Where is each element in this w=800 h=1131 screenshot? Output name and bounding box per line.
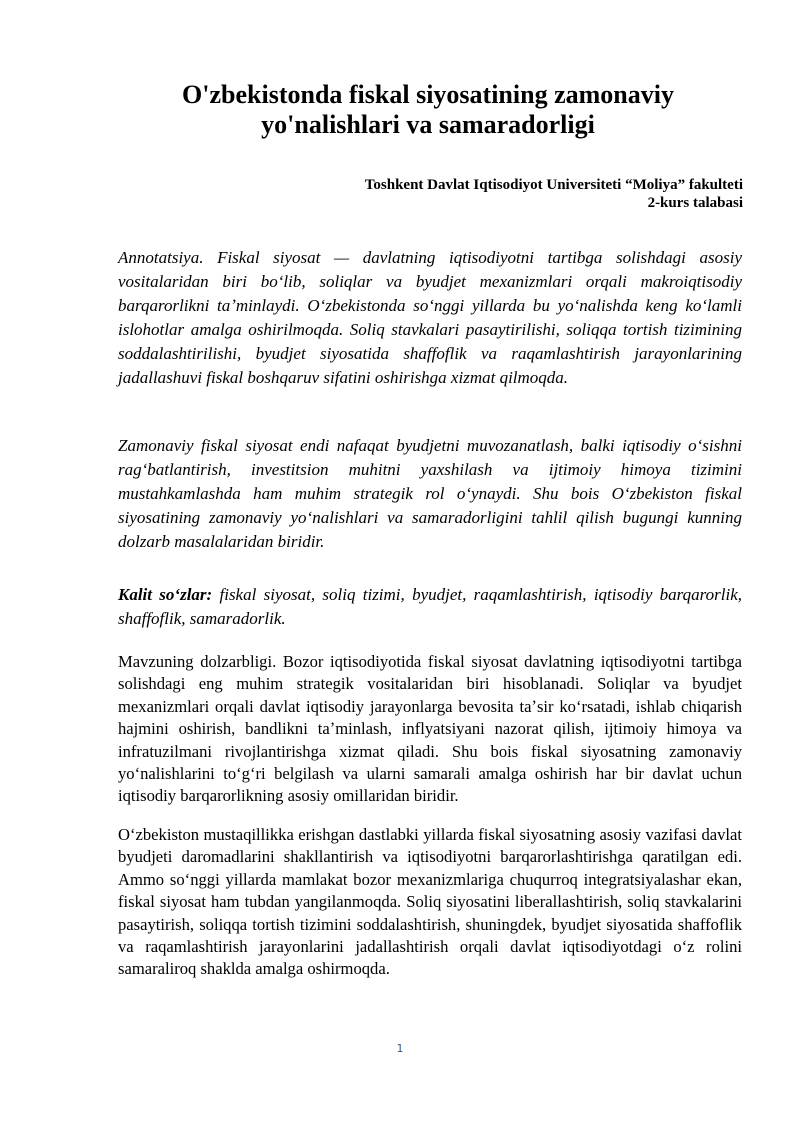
affiliation-line-1: Toshkent Davlat Iqtisodiyot Universiteti “Moliya” fakulteti <box>364 177 743 193</box>
abstract-paragraph-2: Zamonaviy fiskal siyosat endi nafaqat byudjetni muvozanatlash, balki iqtisodiy oʻsishni ragʻbatlantirish, investitsion muhitni yaxshilash va ijtimoiy himoya tizimini mustahkamlashda ham muhim strategik rol oʻynaydi. Shu bois Oʻzbekiston fiskal siyosatining zamonaviy yoʻnalishlari va samaradorligini tahlil qilish bugungi kunning dolzarb masalalaridan biridir. <box>118 436 742 551</box>
body-paragraph-1: Mavzuning dolzarbligi. Bozor iqtisodiyotida fiskal siyosat davlatning iqtisodiyotni tartibga solishdagi eng muhim strategik vositalaridan biri hisoblanadi. Soliqlar va byudjet mexanizmlari orqali davlat iqtisodiy jarayonlarga bevosita taʼsir koʻrsatadi, ishlab chiqarish hajmini oshirish, bandlikni taʼminlash, inflyatsiyani nazorat qilish, ijtimoiy himoya va infratuzilmani rivojlantirishga xizmat qiladi. Shu bois fiskal siyosatning zamonaviy yoʻnalishlarini toʻgʻri belgilash va ularni samarali amalga oshirish har bir davlat uchun iqtisodiy barqarorlikning asosiy omillaridan biridir. <box>118 652 742 806</box>
abstract-paragraph-1: Annotatsiya. Fiskal siyosat — davlatning iqtisodiyotni tartibga solishdagi asosiy vositalaridan biri boʻlib, soliqlar va byudjet mexanizmlari orqali makroiqtisodiy barqarorlikni taʼminlaydi. Oʻzbekistonda soʻnggi yillarda bu yoʻnalishda keng koʻlamli islohotlar amalga oshirilmoqda. Soliq stavkalari pasaytirilishi, soliqqa tortish tizimining soddalashtirilishi, byudjet siyosatida shaffoflik va raqamlashtirish jarayonlarining jadallashuvi fiskal boshqaruv sifatini oshirishga xizmat qilmoqda. <box>118 248 742 387</box>
affiliation-line-2: 2-kurs talabasi <box>647 195 743 211</box>
title-line-2: yo'nalishlari va samaradorligi <box>261 110 595 139</box>
title-line-1: O'zbekistonda fiskal siyosatining zamonaviy <box>182 80 674 109</box>
keywords-paragraph <box>118 583 742 631</box>
page-number: 1 <box>396 1042 404 1055</box>
keywords-text: fiskal siyosat, soliq tizimi, byudjet, raqamlashtirish, iqtisodiy barqarorlik, shaffoflik, samaradorlik. <box>118 585 743 628</box>
keywords-label: Kalit soʻzlar: <box>118 585 213 604</box>
page-title <box>100 80 756 140</box>
author-affiliation <box>365 176 743 212</box>
body-paragraph-2: Oʻzbekiston mustaqillikka erishgan dastlabki yillarda fiskal siyosatning asosiy vazifasi davlat byudjeti daromadlarini shakllantirish va iqtisodiyotni barqarorlashtirishga qaratilgan edi. Ammo soʻnggi yillarda mamlakat bozor mexanizmlariga chuqurroq integratsiyalashar ekan, fiskal siyosat ham tubdan yangilanmoqda. Soliq siyosatini liberallashtirish, soliq stavkalarini pasaytirish, soliqqa tortish tizimini soddalashtirish, shuningdek, byudjet siyosatida shaffoflik va raqamlashtirish jarayonlarini jadallashtirish orqali davlat iqtisodiyotdagi oʻz rolini samaraliroq shaklda amalga oshirmoqda. <box>118 825 742 979</box>
